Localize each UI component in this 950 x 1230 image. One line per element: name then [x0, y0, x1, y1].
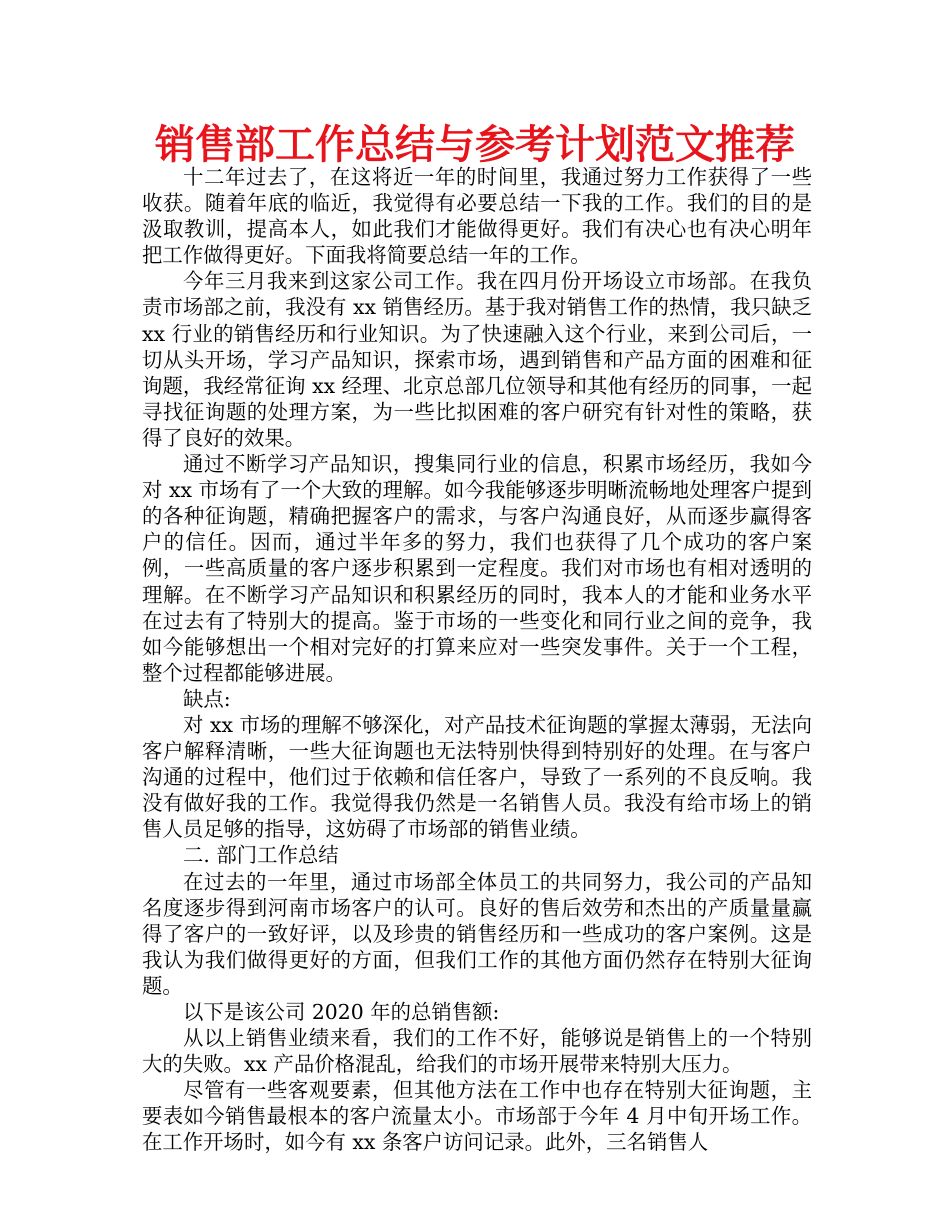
- document-body: [142, 164, 812, 1156]
- paragraph-intro: 十二年过去了，在这将近一年的时间里，我通过努力工作获得了一些收获。随着年底的临近，我觉得有必要总结一下我的工作。我们的目的是汲取教训，提高本人，如此我们才能做得更好。我们有决心也有决心明年把工作做得更好。下面我将简要总结一年的工作。: [142, 165, 812, 268]
- paragraph-sales-performance: 从以上销售业绩来看，我们的工作不好，能够说是销售上的一个特别大的失败。xx 产品价格混乱，给我们的市场开展带来特别大压力。: [142, 1026, 812, 1077]
- paragraph-problems: 尽管有一些客观要素，但其他方法在工作中也存在特别大征询题，主要表如今销售最根本的客户流量太小。市场部于今年 4 月中旬开场工作。在工作开场时，如今有 xx 条客户访问记录。此外，三名销售人: [142, 1078, 812, 1155]
- paragraph-department-heading: 二. 部门工作总结: [183, 843, 339, 868]
- document-title: 销售部工作总结与参考计划范文推荐: [155, 122, 795, 168]
- paragraph-market-understanding: 通过不断学习产品知识，搜集同行业的信息，积累市场经历，我如今对 xx 市场有了一个大致的理解。如今我能够逐步明晰流畅地处理客户提到的各种征询题，精确把握客户的需求，与客户沟通良好，从而逐步赢得客户的信任。因而，通过半年多的努力，我们也获得了几个成功的客户案例，一些高质量的客户逐步积累到一定程度。我们对市场也有相对透明的理解。在不断学习产品知识和积累经历的同时，我本人的才能和业务水平在过去有了特别大的提高。鉴于市场的一些变化和同行业之间的竞争，我如今能够想出一个相对完好的打算来应对一些突发事件。关于一个工程，整个过程都能够进展。: [142, 452, 812, 685]
- paragraph-sales-intro: 以下是该公司 2020 年的总销售额:: [183, 1000, 500, 1024]
- paragraph-joining-company: 今年三月我来到这家公司工作。我在四月份开场设立市场部。在我负责市场部之前，我没有 xx 销售经历。基于我对销售工作的热情，我只缺乏 xx 行业的销售经历和行业知识。为了快速融入这个行业，来到公司后，一切从头开场，学习产品知识，探索市场，遇到销售和产品方面的困难和征询题，我经常征询 xx 经理、北京总部几位领导和其他有经历的同事，一起寻找征询题的处理方案，为一些比拟困难的客户研究有针对性的策略，获得了良好的效果。: [142, 269, 812, 450]
- paragraph-shortcomings-heading: 缺点:: [183, 686, 231, 711]
- paragraph-department-summary: 在过去的一年里，通过市场部全体员工的共同努力，我公司的产品知名度逐步得到河南市场客户的认可。良好的售后效劳和杰出的产质量量赢得了客户的一致好评，以及珍贵的销售经历和一些成功的客户案例。这是我认为我们做得更好的方面，但我们工作的其他方面仍然存在特别大征询题。: [142, 869, 812, 998]
- paragraph-shortcomings: 对 xx 市场的理解不够深化，对产品技术征询题的掌握太薄弱，无法向客户解释清晰，一些大征询题也无法特别快得到特别好的处理。在与客户沟通的过程中，他们过于依赖和信任客户，导致了一系列的不良反响。我没有做好我的工作。我觉得我仍然是一名销售人员。我没有给市场上的销售人员足够的指导，这妨碍了市场部的销售业绩。: [142, 712, 812, 842]
